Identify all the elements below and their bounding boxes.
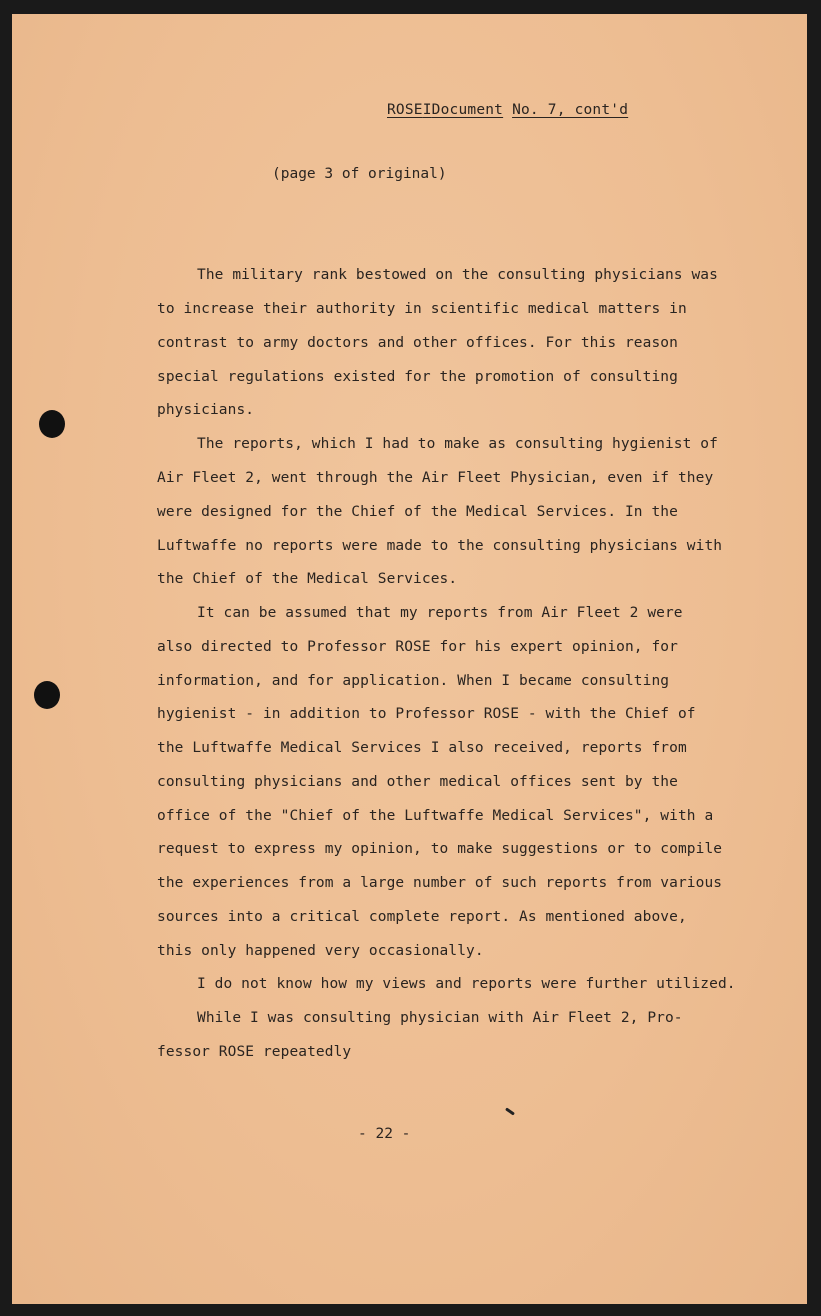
ink-mark — [505, 1107, 515, 1115]
text-line: also directed to Professor ROSE for his expert opinion, for — [157, 639, 678, 655]
text-line: to increase their authority in scientific medical matters in — [157, 301, 687, 317]
text-line: the experiences from a large number of such reports from various — [157, 875, 723, 891]
text-line: Air Fleet 2, went through the Air Fleet Physician, even if they — [157, 470, 714, 486]
text-line: sources into a critical complete report. As mentioned above, — [157, 909, 687, 925]
text-line: Luftwaffe no reports were made to the consulting physicians with — [157, 538, 723, 554]
text-line: were designed for the Chief of the Medical Services. In the — [157, 504, 678, 520]
document-header — [387, 102, 628, 118]
text-line: the Luftwaffe Medical Services I also received, reports from — [157, 740, 687, 756]
text-line: special regulations existed for the promotion of consulting — [157, 369, 678, 385]
text-line: The reports, which I had to make as consulting hygienist of — [197, 436, 718, 452]
text-line: office of the "Chief of the Luftwaffe Medical Services", with a — [157, 808, 714, 824]
text-line: consulting physicians and other medical offices sent by the — [157, 774, 678, 790]
header-roman: I — [422, 102, 432, 118]
text-line: the Chief of the Medical Services. — [157, 571, 458, 587]
text-line: The military rank bestowed on the consulting physicians was — [197, 267, 718, 283]
header-rose: ROSE — [387, 102, 423, 118]
page-number: - 22 - — [358, 1126, 411, 1142]
text-line: information, and for application. When I became consulting — [157, 673, 670, 689]
text-line: It can be assumed that my reports from Air Fleet 2 were — [197, 605, 683, 621]
text-line: request to express my opinion, to make suggestions or to compile — [157, 841, 723, 857]
text-line: I do not know how my views and reports were further utilized. — [197, 976, 736, 992]
header-number: No. 7, cont'd — [512, 102, 629, 118]
header-document: Document — [431, 102, 504, 118]
text-line: While I was consulting physician with Air Fleet 2, Pro- — [197, 1010, 683, 1026]
punch-hole-bottom — [34, 681, 60, 709]
text-line: physicians. — [157, 402, 255, 418]
text-line: hygienist - in addition to Professor ROSE - with the Chief of — [157, 706, 696, 722]
document-page — [12, 14, 807, 1304]
text-line: fessor ROSE repeatedly — [157, 1044, 352, 1060]
punch-hole-top — [39, 410, 65, 438]
text-line: contrast to army doctors and other offices. For this reason — [157, 335, 678, 351]
original-page-note: (page 3 of original) — [272, 166, 447, 182]
text-line: this only happened very occasionally. — [157, 943, 484, 959]
